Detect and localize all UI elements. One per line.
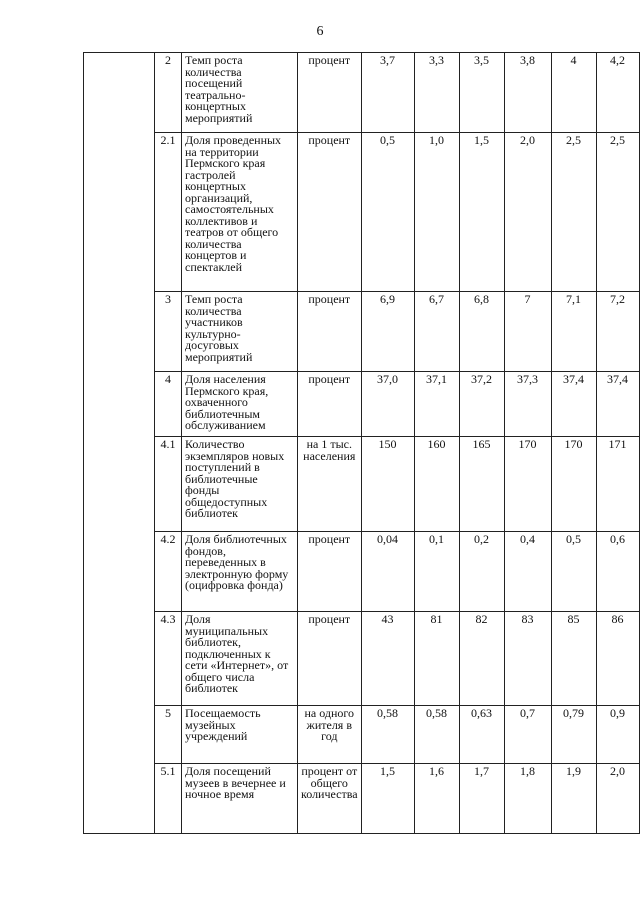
value-cell: 2,0 xyxy=(504,133,551,292)
table-row xyxy=(84,372,640,437)
unit-cell: процент xyxy=(298,372,362,437)
value-cell: 37,1 xyxy=(414,372,459,437)
value-cell: 0,63 xyxy=(459,706,504,764)
value-cell: 85 xyxy=(551,612,596,706)
value-cell: 4,2 xyxy=(596,53,639,133)
value-cell: 37,2 xyxy=(459,372,504,437)
value-cell: 2,0 xyxy=(596,764,639,834)
value-cell: 160 xyxy=(414,437,459,532)
row-number: 4 xyxy=(155,372,182,437)
row-number: 5.1 xyxy=(155,764,182,834)
value-cell: 1,8 xyxy=(504,764,551,834)
value-cell: 165 xyxy=(459,437,504,532)
value-cell: 1,5 xyxy=(361,764,414,834)
value-cell: 0,58 xyxy=(414,706,459,764)
value-cell: 0,04 xyxy=(361,532,414,612)
indicator-name: Доля населения Пермского края, охваченного библиотечным обслуживанием xyxy=(182,372,298,437)
value-cell: 0,2 xyxy=(459,532,504,612)
table-row xyxy=(84,437,640,532)
value-cell: 86 xyxy=(596,612,639,706)
indicator-name: Доля проведенных на территории Пермского края гастролей концертных организаций, самостоятельных коллективов и театров от общего количества концертов и спектаклей xyxy=(182,133,298,292)
table-row xyxy=(84,612,640,706)
value-cell: 3,3 xyxy=(414,53,459,133)
indicator-name: Доля муниципальных библиотек, подключенных к сети «Интернет», от общего числа библиотек xyxy=(182,612,298,706)
value-cell: 0,7 xyxy=(504,706,551,764)
unit-cell: процент xyxy=(298,532,362,612)
value-cell: 4 xyxy=(551,53,596,133)
unit-cell: процент xyxy=(298,53,362,133)
unit-cell: процент от общего количества xyxy=(298,764,362,834)
value-cell: 6,7 xyxy=(414,292,459,372)
value-cell: 2,5 xyxy=(596,133,639,292)
value-cell: 171 xyxy=(596,437,639,532)
value-cell: 1,5 xyxy=(459,133,504,292)
row-number: 4.3 xyxy=(155,612,182,706)
row-number: 2 xyxy=(155,53,182,133)
value-cell: 43 xyxy=(361,612,414,706)
table-row xyxy=(84,53,640,133)
value-cell: 1,7 xyxy=(459,764,504,834)
empty-left-column xyxy=(84,53,155,834)
row-number: 2.1 xyxy=(155,133,182,292)
value-cell: 1,9 xyxy=(551,764,596,834)
row-number: 3 xyxy=(155,292,182,372)
value-cell: 0,6 xyxy=(596,532,639,612)
row-number: 4.1 xyxy=(155,437,182,532)
unit-cell: процент xyxy=(298,612,362,706)
value-cell: 37,3 xyxy=(504,372,551,437)
value-cell: 81 xyxy=(414,612,459,706)
unit-cell: процент xyxy=(298,292,362,372)
table-row xyxy=(84,764,640,834)
value-cell: 1,0 xyxy=(414,133,459,292)
indicator-name: Темп роста количества участников культурно-досуговых мероприятий xyxy=(182,292,298,372)
table-row xyxy=(84,706,640,764)
value-cell: 0,5 xyxy=(361,133,414,292)
value-cell: 37,0 xyxy=(361,372,414,437)
value-cell: 170 xyxy=(504,437,551,532)
value-cell: 3,8 xyxy=(504,53,551,133)
value-cell: 0,58 xyxy=(361,706,414,764)
indicator-name: Посещаемость музейных учреждений xyxy=(182,706,298,764)
indicator-table xyxy=(83,52,640,834)
row-number: 4.2 xyxy=(155,532,182,612)
value-cell: 0,9 xyxy=(596,706,639,764)
unit-cell: на одного жителя в год xyxy=(298,706,362,764)
value-cell: 3,5 xyxy=(459,53,504,133)
value-cell: 83 xyxy=(504,612,551,706)
indicator-name: Доля библиотечных фондов, переведенных в электронную форму (оцифровка фонда) xyxy=(182,532,298,612)
value-cell: 7,2 xyxy=(596,292,639,372)
value-cell: 0,4 xyxy=(504,532,551,612)
value-cell: 3,7 xyxy=(361,53,414,133)
indicator-name: Количество экземпляров новых поступлений в библиотечные фонды общедоступных библиотек xyxy=(182,437,298,532)
value-cell: 7,1 xyxy=(551,292,596,372)
value-cell: 2,5 xyxy=(551,133,596,292)
indicator-name: Доля посещений музеев в вечернее и ночное время xyxy=(182,764,298,834)
table-row xyxy=(84,532,640,612)
unit-cell: процент xyxy=(298,133,362,292)
value-cell: 0,1 xyxy=(414,532,459,612)
value-cell: 6,9 xyxy=(361,292,414,372)
value-cell: 37,4 xyxy=(551,372,596,437)
indicator-name: Темп роста количества посещений театрально-концертных мероприятий xyxy=(182,53,298,133)
value-cell: 82 xyxy=(459,612,504,706)
value-cell: 37,4 xyxy=(596,372,639,437)
unit-cell: на 1 тыс. населения xyxy=(298,437,362,532)
value-cell: 170 xyxy=(551,437,596,532)
value-cell: 150 xyxy=(361,437,414,532)
table-row xyxy=(84,292,640,372)
value-cell: 7 xyxy=(504,292,551,372)
value-cell: 1,6 xyxy=(414,764,459,834)
row-number: 5 xyxy=(155,706,182,764)
value-cell: 6,8 xyxy=(459,292,504,372)
table-row xyxy=(84,133,640,292)
value-cell: 0,79 xyxy=(551,706,596,764)
page-number: 6 xyxy=(316,24,324,39)
value-cell: 0,5 xyxy=(551,532,596,612)
